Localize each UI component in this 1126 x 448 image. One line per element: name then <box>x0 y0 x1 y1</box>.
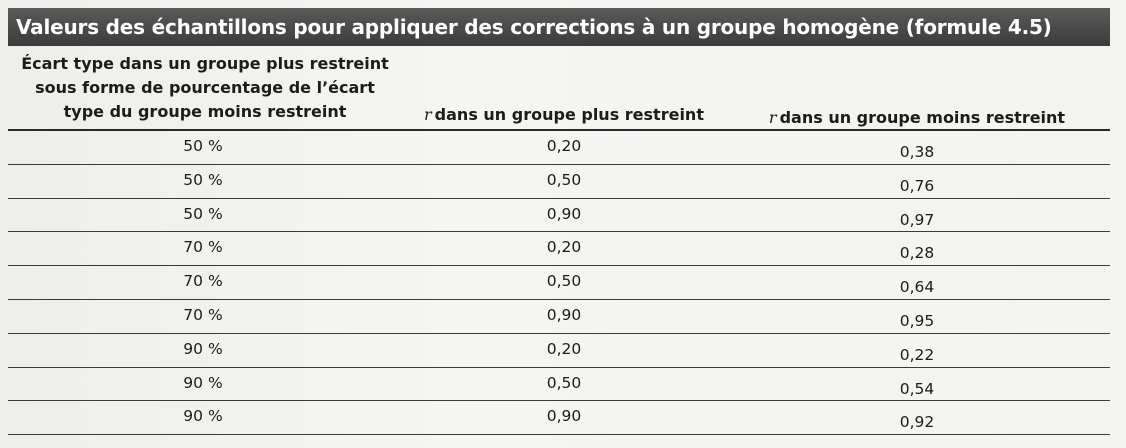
cell-std-percentage: 50 % <box>183 170 223 189</box>
cell-r-unrestricted: 0,64 <box>899 278 935 297</box>
cell-r-restricted: 0,90 <box>546 305 582 324</box>
header-r-unrestricted-group <box>744 108 1090 127</box>
header-col2-label: dans un groupe plus restreint <box>434 105 704 124</box>
cell-r-unrestricted: 0,92 <box>899 413 935 432</box>
table-row <box>8 266 1110 300</box>
cell-std-percentage: 90 % <box>183 407 223 426</box>
cell-r-restricted: 0,20 <box>546 339 582 358</box>
cell-r-restricted: 0,50 <box>546 170 582 189</box>
cell-r-unrestricted: 0,54 <box>899 379 935 398</box>
cell-std-percentage: 70 % <box>183 238 223 257</box>
cell-r-restricted: 0,50 <box>546 272 582 291</box>
cell-r-unrestricted: 0,76 <box>899 176 935 195</box>
cell-std-percentage: 70 % <box>183 305 223 324</box>
cell-r-unrestricted: 0,95 <box>899 311 935 330</box>
header-col1-line: Écart type dans un groupe plus restreint <box>21 54 389 73</box>
table-title: Valeurs des échantillons pour appliquer des corrections à un groupe homogène (formule 4.5) <box>8 8 1110 46</box>
header-col3-label: dans un groupe moins restreint <box>779 108 1066 127</box>
table-row <box>8 300 1110 334</box>
table-row <box>8 368 1110 402</box>
header-col1-line: type du groupe moins restreint <box>63 102 347 121</box>
table-row <box>8 401 1110 435</box>
cell-std-percentage: 90 % <box>183 339 223 358</box>
table-row <box>8 131 1110 165</box>
table-row <box>8 334 1110 368</box>
header-r-restricted-group <box>414 105 714 124</box>
cell-r-restricted: 0,20 <box>546 137 582 155</box>
cell-r-unrestricted: 0,28 <box>899 244 935 263</box>
cell-r-restricted: 0,90 <box>546 407 582 426</box>
cell-std-percentage: 90 % <box>183 373 223 392</box>
cell-std-percentage: 70 % <box>183 272 223 291</box>
header-col2-variable: r <box>424 105 432 124</box>
header-col3-variable: r <box>768 108 777 127</box>
table-row <box>8 232 1110 266</box>
cell-r-unrestricted: 0,97 <box>899 210 935 229</box>
cell-std-percentage: 50 % <box>183 204 223 223</box>
table-body <box>0 131 1126 435</box>
cell-std-percentage: 50 % <box>183 137 223 155</box>
cell-r-restricted: 0,50 <box>546 373 582 392</box>
header-std-deviation-percentage <box>10 52 400 124</box>
table-row <box>8 165 1110 199</box>
cell-r-restricted: 0,90 <box>546 204 582 223</box>
header-col1-line: sous forme de pourcentage de l’écart <box>35 78 375 97</box>
cell-r-restricted: 0,20 <box>546 238 582 257</box>
cell-r-unrestricted: 0,22 <box>899 345 935 364</box>
table-row <box>8 199 1110 233</box>
cell-r-unrestricted: 0,38 <box>899 143 935 161</box>
